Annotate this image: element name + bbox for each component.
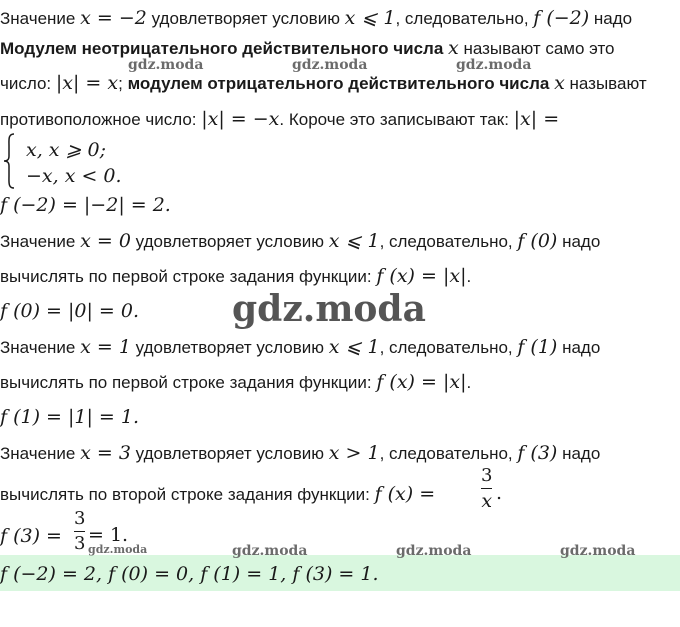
math-expression: f (0) <box>517 230 558 252</box>
fraction-denominator: x <box>481 490 493 512</box>
math-expression: x <box>554 72 565 94</box>
piecewise-case-1 <box>26 138 106 163</box>
text-line <box>0 370 471 395</box>
fraction-3-over-3 <box>74 510 85 553</box>
text-run: ; <box>118 74 128 93</box>
watermark: gdz.moda <box>88 543 148 556</box>
text-run: Значение <box>0 232 81 251</box>
text-run: Значение <box>0 9 81 28</box>
math-expression: x > 1 <box>328 442 380 464</box>
text-run: противоположное число: <box>0 110 202 129</box>
watermark: gdz.moda <box>456 57 532 73</box>
math-expression: f (−2) = |−2| = 2. <box>0 194 171 216</box>
result-line <box>0 299 139 324</box>
text-run: , следовательно, <box>395 9 534 28</box>
text-line <box>0 71 647 96</box>
text-run: Значение <box>0 338 81 357</box>
math-expression: |x| = <box>513 108 560 130</box>
math-expression: f (x) = |x| <box>376 265 467 287</box>
math-expression: f (−2) <box>533 7 590 29</box>
watermark: gdz.moda <box>232 543 308 559</box>
piecewise-brace <box>2 132 16 190</box>
text-run: вычислять по первой строке задания функции: <box>0 267 377 286</box>
text-run: называют само это <box>458 39 615 58</box>
result-line <box>0 524 62 549</box>
result-line <box>0 405 139 430</box>
math-expression: f (3) <box>517 442 558 464</box>
math-expression: x, x ⩾ 0; <box>26 139 106 161</box>
text-line <box>0 6 632 31</box>
math-expression: f (x) = |x| <box>376 371 467 393</box>
text-run: , следовательно, <box>379 232 518 251</box>
text-run: . <box>466 373 472 392</box>
text-run: надо <box>557 444 601 463</box>
answer-line <box>0 562 379 587</box>
text-run: удовлетворяет условию <box>130 338 329 357</box>
math-expression: x ⩽ 1 <box>328 230 380 252</box>
text-run: Значение <box>0 444 81 463</box>
fraction-numerator: 3 <box>74 508 86 529</box>
text-run: надо <box>589 9 633 28</box>
text-line <box>0 335 600 360</box>
fraction-suffix: = 1. <box>88 524 129 546</box>
math-expression: f (1) <box>517 336 558 358</box>
watermark: gdz.moda <box>560 543 636 559</box>
fraction-suffix: . <box>496 482 503 504</box>
text-run: удовлетворяет условию <box>130 444 329 463</box>
math-expression: x = 3 <box>80 442 131 464</box>
math-expression: x = −2 <box>80 7 147 29</box>
fraction-bar <box>74 531 85 532</box>
bold-text: модулем отрицательного действительного числа <box>127 74 555 93</box>
text-run: , следовательно, <box>379 338 518 357</box>
math-expression: |x| = −x <box>201 108 280 130</box>
text-line <box>0 264 471 289</box>
fraction-numerator: 3 <box>481 465 493 486</box>
watermark: gdz.moda <box>292 57 368 73</box>
math-expression: f (1) = |1| = 1. <box>0 406 140 428</box>
text-run: удовлетворяет условию <box>130 232 329 251</box>
text-run: надо <box>557 232 601 251</box>
math-expression: x = 1 <box>80 336 131 358</box>
math-expression: x <box>448 37 459 59</box>
watermark-large: gdz.moda <box>232 288 426 330</box>
fraction-denominator: 3 <box>74 533 86 554</box>
text-run: . <box>466 267 472 286</box>
text-line <box>0 441 600 466</box>
text-run: вычислять по первой строке задания функции: <box>0 373 377 392</box>
text-run: удовлетворяет условию <box>146 9 345 28</box>
watermark: gdz.moda <box>128 57 204 73</box>
math-expression: |x| = x <box>55 72 119 94</box>
math-expression: x ⩽ 1 <box>344 7 396 29</box>
watermark: gdz.moda <box>396 543 472 559</box>
text-run: число: <box>0 74 56 93</box>
text-run: . Короче это записывают так: <box>279 110 514 129</box>
bold-text: Модулем неотрицательного действительного числа <box>0 39 449 58</box>
math-expression: x ⩽ 1 <box>328 336 380 358</box>
math-expression: f (−2) = 2, f (0) = 0, f (1) = 1, f (3) = 1. <box>0 563 379 585</box>
text-line <box>0 107 559 132</box>
text-run: , следовательно, <box>379 444 518 463</box>
math-expression: −x, x < 0. <box>26 165 122 187</box>
text-line <box>0 229 600 254</box>
text-run: надо <box>557 338 601 357</box>
piecewise-case-2 <box>26 164 122 189</box>
text-line <box>0 482 435 507</box>
text-run: называют <box>564 74 647 93</box>
result-line <box>0 193 171 218</box>
math-expression: f (3) = <box>0 525 62 547</box>
fraction-3-over-x <box>481 467 492 510</box>
math-expression: x = 0 <box>80 230 131 252</box>
answer-box <box>0 555 680 591</box>
text-run: вычислять по второй строке задания функции: <box>0 485 375 504</box>
fraction-bar <box>481 488 492 489</box>
math-expression: f (0) = |0| = 0. <box>0 300 140 322</box>
math-expression: f (x) = <box>374 483 436 505</box>
